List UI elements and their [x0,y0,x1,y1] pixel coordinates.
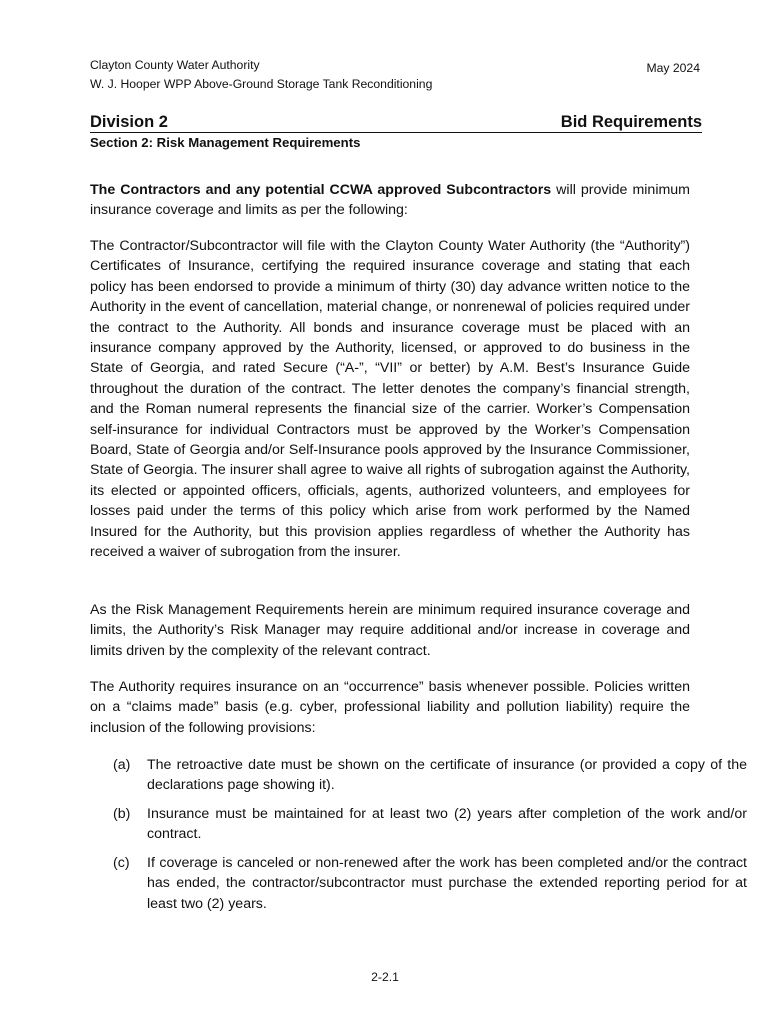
paragraph-occurrence-basis [90,677,690,738]
list-item [90,804,747,845]
paragraph-minimum-requirements [90,600,690,661]
list-item-text: Insurance must be maintained for at least two (2) years after completion of the work and/or contract. [147,806,747,843]
paragraph-intro [90,180,690,221]
occurrence-basis-text: The Authority requires insurance on an “occurrence” basis whenever possible. Policies written on a “claims made” basis (e.g. cyber, professional liability and pollution liability) require the inclusion of the following provisions: [90,679,690,736]
list-item-text: If coverage is canceled or non-renewed after the work has been completed and/or the contract has ended, the contractor/subcontractor must purchase the extended reporting period for at least two (2) years. [147,855,747,912]
document-date: May 2024 [646,61,700,75]
project-name: W. J. Hooper WPP Above-Ground Storage Tank Reconditioning [90,77,433,91]
list-item [90,853,747,914]
document-header [90,56,432,94]
division-title: Bid Requirements [560,113,702,131]
list-item-label: (b) [113,806,131,822]
list-item-text: The retroactive date must be shown on the certificate of insurance (or provided a copy of the declarations page showing it). [147,757,747,794]
minimum-requirements-text: As the Risk Management Requirements herein are minimum required insurance coverage and limits, the Authority’s Risk Manager may require additional and/or increase in coverage and limits driven by the complexity of the relevant contract. [90,602,690,659]
intro-bold-lead: The Contractors and any potential CCWA approved Subcontractors [90,182,552,198]
paragraph-certificates [90,236,690,563]
intro-rest: will provide minimum insurance coverage and limits as per the following: [90,182,690,219]
list-item [90,755,747,796]
division-heading [90,110,702,133]
page-number: 2-2.1 [371,970,399,984]
section-title: Section 2: Risk Management Requirements [90,135,361,150]
certificates-text: The Contractor/Subcontractor will file with the Clayton County Water Authority (the “Authority”) Certificates of Insurance, certifying the required insurance coverage and stating that each policy has been endorsed to provide a minimum of thirty (30) day advance written notice to the Authority in the event of cancellation, material change, or nonrenewal of policies required under the contract to the Authority. All bonds and insurance coverage must be placed with an insurance company approved by the Authority, licensed, or approved to do business in the State of Georgia, and rated Secure (“A-”, “VII” or better) by A.M. Best’s Insurance Guide throughout the duration of the contract. The letter denotes the company’s financial strength, and the Roman numeral represents the financial size of the carrier. Worker’s Compensation self-insurance for individual Contractors must be approved by the Worker’s Compensation Board, State of Georgia and/or Self-Insurance pools approved by the Insurance Commissioner, State of Georgia. The insurer shall agree to waive all rights of subrogation against the Authority, its elected or appointed officers, officials, agents, authorized volunteers, and employees for losses paid under the terms of this policy which arise from work performed by the Named Insured for the Authority, but this provision applies regardless of whether the Authority has received a waiver of subrogation from the insurer. [90,238,690,561]
list-item-label: (a) [113,757,131,773]
division-number: Division 2 [90,113,168,131]
organization-name: Clayton County Water Authority [90,58,260,72]
list-item-label: (c) [113,855,130,871]
